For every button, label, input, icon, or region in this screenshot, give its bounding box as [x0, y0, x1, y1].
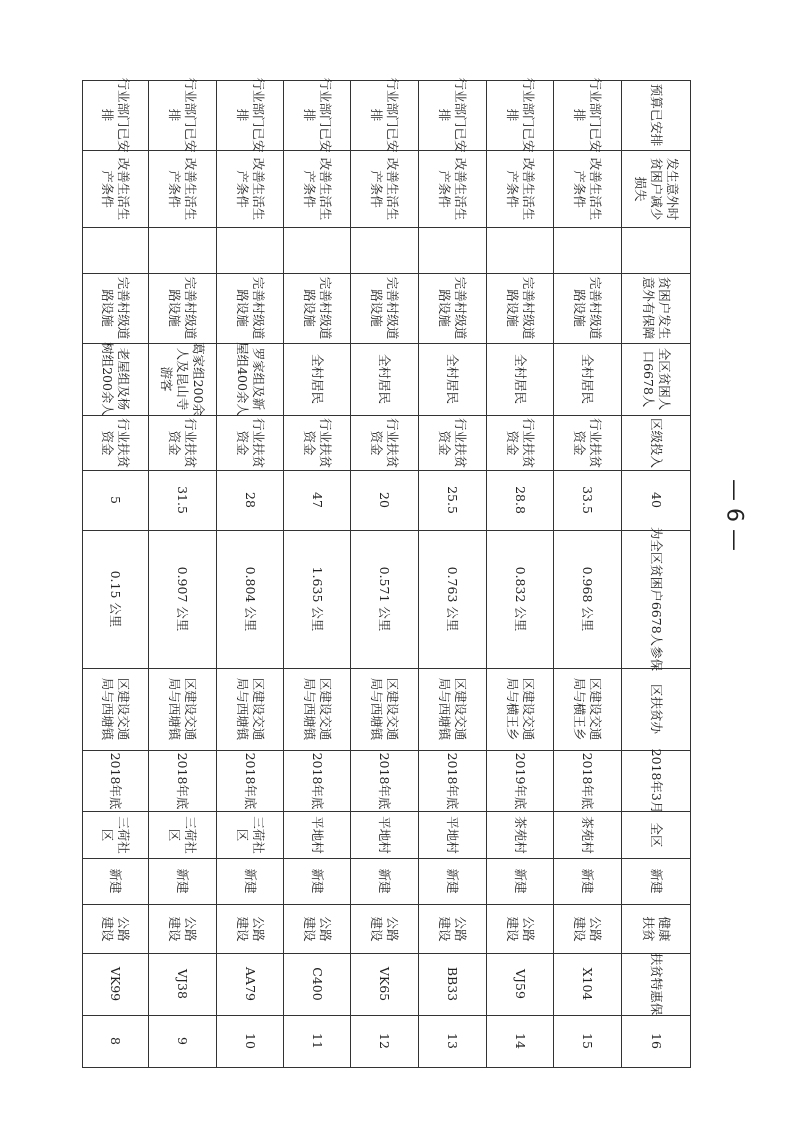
cell-text: 区建设交通 局与西塘镇	[100, 677, 131, 741]
table-cell-code	[418, 953, 486, 1015]
table-cell-note	[418, 77, 486, 153]
cell-text: 公路 建设	[504, 915, 536, 942]
cell-text: 公路 建设	[234, 915, 266, 942]
cell-text: 2018年底	[175, 752, 190, 809]
cell-text: 完善村级道 路设施	[369, 276, 400, 340]
cell-text: 行业部门已安 排	[437, 77, 468, 153]
cell-text: VK65	[377, 966, 392, 1002]
cell-text: 健康 扶贫	[640, 915, 672, 942]
cell-text: 区建设交通 局与横王乡	[504, 677, 536, 741]
table-cell-scale	[486, 530, 553, 668]
cell-text: 2018年底	[309, 752, 325, 809]
cell-text: 完善村级道 路设施	[437, 276, 468, 340]
table-cell-empty	[148, 227, 216, 273]
table-cell-location	[82, 811, 148, 858]
table-cell-category	[350, 904, 418, 953]
cell-text: 改善生活生 产条件	[100, 157, 131, 220]
table-cell-note	[216, 77, 283, 153]
cell-text: 11	[309, 1033, 325, 1049]
cell-text: 2018年3月	[648, 748, 664, 813]
table-cell-type	[350, 858, 418, 904]
cell-text: 31.5	[175, 486, 190, 514]
cell-text: 全村居民	[580, 353, 595, 405]
table-cell-code	[621, 953, 690, 1015]
table-cell-code	[486, 953, 553, 1015]
table-cell-owner	[216, 668, 283, 750]
table-cell-location	[283, 811, 350, 858]
table-cell-effect	[283, 150, 350, 227]
cell-text: 12	[377, 1033, 392, 1049]
table-cell-note	[82, 77, 148, 153]
table-cell-benefit	[82, 273, 148, 343]
table-cell-note	[553, 77, 621, 153]
table-cell-benefit	[553, 273, 621, 343]
table-cell-fund-amount	[621, 470, 690, 530]
cell-text: 区扶贫办	[648, 683, 664, 735]
table-cell-time	[621, 750, 690, 811]
table-cell-owner	[350, 668, 418, 750]
table-cell-location	[418, 811, 486, 858]
cell-text: VJ59	[512, 969, 528, 999]
cell-text: 行业部门已安 排	[234, 77, 266, 153]
table-cell-owner	[418, 668, 486, 750]
cell-text: 完善村级道 路设施	[234, 276, 266, 340]
cell-text: C400	[309, 967, 325, 1001]
cell-text: 区建设交通 局与西塘镇	[167, 677, 198, 741]
table-cell-owner	[621, 668, 690, 750]
table-cell-time	[553, 750, 621, 811]
cell-text: 9	[175, 1037, 190, 1045]
page-number	[721, 475, 747, 555]
table-cell-owner	[283, 668, 350, 750]
table-cell-scale	[621, 526, 690, 672]
cell-text: 新建	[648, 868, 664, 894]
cell-text: 新建	[175, 868, 190, 894]
table-cell-fund-source	[486, 415, 553, 470]
table-cell-fund-source	[283, 415, 350, 470]
table-cell-fund-amount	[350, 470, 418, 530]
table-cell-scale	[82, 530, 148, 668]
table-cell-empty	[283, 227, 350, 273]
cell-text: 0.804 公里	[242, 566, 258, 632]
cell-text: 扶贫特惠保	[648, 952, 664, 1016]
cell-text: 区建设交通 局与西塘镇	[234, 677, 266, 741]
table-cell-time	[216, 750, 283, 811]
cell-text: 0.571 公里	[377, 566, 392, 632]
cell-text: 区建设交通 局与横王乡	[572, 677, 603, 741]
cell-text: 行业部门已安 排	[100, 77, 131, 153]
table-cell-location	[486, 811, 553, 858]
cell-text: 行业扶贫 资金	[504, 417, 536, 468]
cell-text: 8	[108, 1037, 123, 1045]
table-cell-location	[350, 811, 418, 858]
table-cell-no	[148, 1015, 216, 1067]
cell-text: 行业部门已安 排	[504, 77, 536, 153]
table-cell-type	[486, 858, 553, 904]
cell-text: 行业部门已安 排	[369, 77, 400, 153]
cell-text: 行业扶贫 资金	[167, 417, 198, 468]
table-cell-code	[216, 953, 283, 1015]
cell-text: 改善生活生 产条件	[437, 157, 468, 220]
table-cell-effect	[486, 150, 553, 227]
cell-text: 三荷社 区	[167, 815, 198, 854]
table-cell-scale	[418, 530, 486, 668]
cell-text: 改善生活生 产条件	[234, 157, 266, 220]
cell-text: 0.15 公里	[108, 570, 123, 628]
table-cell-beneficiaries	[350, 343, 418, 415]
table-cell-type	[418, 858, 486, 904]
cell-text: 行业部门已安 排	[167, 77, 198, 153]
cell-text: 行业部门已安 排	[301, 77, 333, 153]
table-cell-beneficiaries	[82, 343, 148, 415]
table-cell-time	[283, 750, 350, 811]
table-cell-benefit	[216, 273, 283, 343]
table-cell-category	[148, 904, 216, 953]
cell-text: 2019年底	[512, 752, 528, 809]
cell-text: 平地村	[445, 815, 460, 854]
table-cell-fund-amount	[486, 470, 553, 530]
table-cell-fund-amount	[418, 470, 486, 530]
table-cell-owner	[82, 668, 148, 750]
cell-text: 茶苑村	[512, 815, 528, 854]
cell-text: 改善生活生 产条件	[167, 157, 198, 220]
cell-text: 平地村	[309, 815, 325, 854]
table-cell-empty	[216, 227, 283, 273]
cell-text: 2018年底	[242, 752, 258, 809]
table-cell-beneficiaries	[283, 343, 350, 415]
cell-text: 0.968 公里	[580, 566, 595, 632]
cell-text: 2018年底	[108, 752, 123, 809]
cell-text: 28	[242, 492, 258, 508]
table-cell-fund-amount	[283, 470, 350, 530]
table-cell-time	[418, 750, 486, 811]
table-cell-time	[486, 750, 553, 811]
cell-text: 公路 建设	[572, 915, 603, 942]
table-cell-no	[553, 1015, 621, 1067]
table-cell-location	[553, 811, 621, 858]
cell-text: 改善生活生 产条件	[504, 157, 536, 220]
table-cell-fund-source	[621, 415, 690, 470]
cell-text: 新建	[445, 868, 460, 894]
table-cell-scale	[350, 530, 418, 668]
table-cell-code	[553, 953, 621, 1015]
table-cell-type	[216, 858, 283, 904]
table-cell-empty	[621, 227, 690, 273]
cell-text: 16	[648, 1033, 664, 1049]
table-cell-note	[621, 80, 690, 150]
table-cell-code	[283, 953, 350, 1015]
table-cell-scale	[283, 530, 350, 668]
table-cell-type	[621, 858, 690, 904]
table-cell-time	[350, 750, 418, 811]
cell-text: 0.832 公里	[512, 566, 528, 632]
table-cell-location	[621, 811, 690, 858]
cell-text: 新建	[580, 868, 595, 894]
cell-text: 行业扶贫 资金	[301, 417, 333, 468]
table-cell-scale	[216, 530, 283, 668]
table-cell-location	[148, 811, 216, 858]
cell-text: X104	[580, 967, 595, 1001]
cell-text: 完善村级道 路设施	[301, 276, 333, 340]
cell-text: 三荷社 区	[100, 815, 131, 854]
table-cell-note	[283, 77, 350, 153]
table-cell-effect	[553, 150, 621, 227]
table-cell-fund-source	[350, 415, 418, 470]
cell-text: 公路 建设	[100, 915, 131, 942]
cell-text: 新建	[309, 868, 325, 894]
table-cell-type	[283, 858, 350, 904]
table-cell-empty	[350, 227, 418, 273]
cell-text: 5	[108, 496, 123, 504]
table-cell-owner	[486, 668, 553, 750]
table-cell-fund-source	[418, 415, 486, 470]
table-cell-no	[621, 1015, 690, 1067]
cell-text: 15	[580, 1033, 595, 1049]
cell-text: 完善村级道 路设施	[167, 276, 198, 340]
table-cell-beneficiaries	[553, 343, 621, 415]
cell-text: 47	[309, 492, 325, 508]
cell-text: 2018年底	[445, 752, 460, 809]
table-cell-note	[350, 77, 418, 153]
cell-text: 行业扶贫 资金	[100, 417, 131, 468]
cell-text: 14	[512, 1033, 528, 1049]
table-cell-code	[350, 953, 418, 1015]
table-cell-beneficiaries	[621, 343, 690, 415]
cell-text: VJ38	[175, 969, 190, 999]
table-cell-effect	[82, 150, 148, 227]
table-cell-effect	[350, 150, 418, 227]
table-cell-fund-source	[216, 415, 283, 470]
cell-text: 平地村	[377, 815, 392, 854]
table-cell-category	[418, 904, 486, 953]
cell-text: 20	[377, 492, 392, 508]
cell-text: 行业扶贫 资金	[369, 417, 400, 468]
table-cell-code	[82, 953, 148, 1015]
table-cell-fund-amount	[82, 470, 148, 530]
cell-text: 全区	[648, 821, 664, 848]
cell-text: 0.763 公里	[445, 566, 460, 632]
cell-text: 全村居民	[377, 353, 392, 405]
table-cell-no	[283, 1015, 350, 1067]
cell-text: 28.8	[512, 486, 528, 514]
cell-text: 行业部门已安 排	[572, 77, 603, 153]
table-cell-note	[148, 77, 216, 153]
cell-text: 区建设交通 局与西塘镇	[369, 677, 400, 741]
table-cell-type	[82, 858, 148, 904]
table-cell-effect	[621, 150, 690, 227]
cell-text: 区级投入	[648, 417, 664, 468]
cell-text: 公路 建设	[437, 915, 468, 942]
cell-text: 三荷社 区	[234, 815, 266, 854]
cell-text: 13	[445, 1033, 460, 1049]
cell-text: 完善村级道 路设施	[572, 276, 603, 340]
cell-text: 2018年底	[580, 752, 595, 809]
table-cell-no	[418, 1015, 486, 1067]
cell-text: 公路 建设	[369, 915, 400, 942]
table-cell-empty	[82, 227, 148, 273]
cell-text: 为全区贫困户6678人参保	[648, 526, 664, 672]
table-cell-benefit	[350, 273, 418, 343]
cell-text: 0.907 公里	[175, 566, 190, 632]
table-cell-benefit	[486, 273, 553, 343]
cell-text: 公路 建设	[301, 915, 333, 942]
cell-text: 行业扶贫 资金	[437, 417, 468, 468]
table-cell-fund-amount	[148, 470, 216, 530]
table-cell-time	[148, 750, 216, 811]
table-cell-category	[216, 904, 283, 953]
table-cell-note	[486, 77, 553, 153]
table-cell-benefit	[148, 273, 216, 343]
table-cell-beneficiaries	[148, 343, 216, 415]
table-cell-category	[486, 904, 553, 953]
cell-text: 2018年底	[377, 752, 392, 809]
cell-text: AA79	[242, 967, 258, 1001]
table-cell-effect	[148, 150, 216, 227]
table-cell-no	[216, 1015, 283, 1067]
cell-text: 发生意外时 贫困户减少 损失	[632, 157, 680, 220]
table-cell-no	[82, 1015, 148, 1067]
table-vertical-rule	[690, 80, 691, 1067]
table-cell-no	[350, 1015, 418, 1067]
table-cell-fund-source	[148, 415, 216, 470]
table-cell-code	[148, 953, 216, 1015]
cell-text: 罗家组及新 屋组400余人	[234, 342, 266, 416]
cell-text: 25.5	[445, 486, 460, 514]
table-cell-empty	[418, 227, 486, 273]
table-cell-benefit	[418, 273, 486, 343]
cell-text: 行业扶贫 资金	[572, 417, 603, 468]
table-cell-beneficiaries	[216, 343, 283, 415]
cell-text: 全村居民	[512, 353, 528, 405]
cell-text: 新建	[108, 868, 123, 894]
table-cell-beneficiaries	[418, 343, 486, 415]
table-cell-owner	[148, 668, 216, 750]
table-cell-empty	[553, 227, 621, 273]
cell-text: 40	[648, 492, 664, 508]
table-cell-category	[621, 904, 690, 953]
cell-text: 全区贫困人 口6678人	[640, 347, 672, 411]
cell-text: 预算已安排	[648, 83, 664, 147]
cell-text: 新建	[512, 868, 528, 894]
cell-text: 公路 建设	[167, 915, 198, 942]
cell-text: 全村居民	[309, 353, 325, 405]
table-cell-no	[486, 1015, 553, 1067]
table-cell-fund-source	[553, 415, 621, 470]
cell-text: 完善村级道 路设施	[100, 276, 131, 340]
cell-text: 茶苑村	[580, 815, 595, 854]
cell-text: 改善生活生 产条件	[369, 157, 400, 220]
table-cell-type	[148, 858, 216, 904]
cell-text: 行业扶贫 资金	[234, 417, 266, 468]
cell-text: 葛家组200余 人及昆山寺 游客	[159, 342, 206, 416]
table-cell-scale	[553, 530, 621, 668]
cell-text: 全村居民	[445, 353, 460, 405]
table-cell-benefit	[621, 273, 690, 343]
cell-text: VK99	[108, 966, 123, 1002]
table-cell-owner	[553, 668, 621, 750]
table-cell-location	[216, 811, 283, 858]
table-cell-type	[553, 858, 621, 904]
cell-text: 新建	[377, 868, 392, 894]
table-cell-benefit	[283, 273, 350, 343]
cell-text: 改善生活生 产条件	[572, 157, 603, 220]
table-cell-category	[553, 904, 621, 953]
cell-text: 贫困户发生 意外有保障	[640, 276, 672, 340]
table-cell-beneficiaries	[486, 343, 553, 415]
cell-text: 老屋组及杨 树组200余人	[100, 342, 131, 416]
cell-text: 改善生活生 产条件	[301, 157, 333, 220]
cell-text: 区建设交通 局与西塘镇	[301, 677, 333, 741]
table-cell-fund-amount	[216, 470, 283, 530]
cell-text: 完善村级道 路设施	[504, 276, 536, 340]
table-cell-empty	[486, 227, 553, 273]
table-cell-fund-source	[82, 415, 148, 470]
cell-text: 10	[242, 1033, 258, 1049]
page-number-text: — 6 —	[721, 479, 747, 551]
cell-text: 1.635 公里	[309, 566, 325, 632]
table-cell-fund-amount	[553, 470, 621, 530]
cell-text: 区建设交通 局与西塘镇	[437, 677, 468, 741]
cell-text: 33.5	[580, 486, 595, 514]
table-cell-scale	[148, 530, 216, 668]
table-horizontal-rule	[82, 1067, 691, 1068]
table-cell-effect	[418, 150, 486, 227]
cell-text: 新建	[242, 868, 258, 894]
table-cell-category	[82, 904, 148, 953]
table-cell-time	[82, 750, 148, 811]
table-cell-effect	[216, 150, 283, 227]
cell-text: BB33	[445, 966, 460, 1002]
table-cell-category	[283, 904, 350, 953]
